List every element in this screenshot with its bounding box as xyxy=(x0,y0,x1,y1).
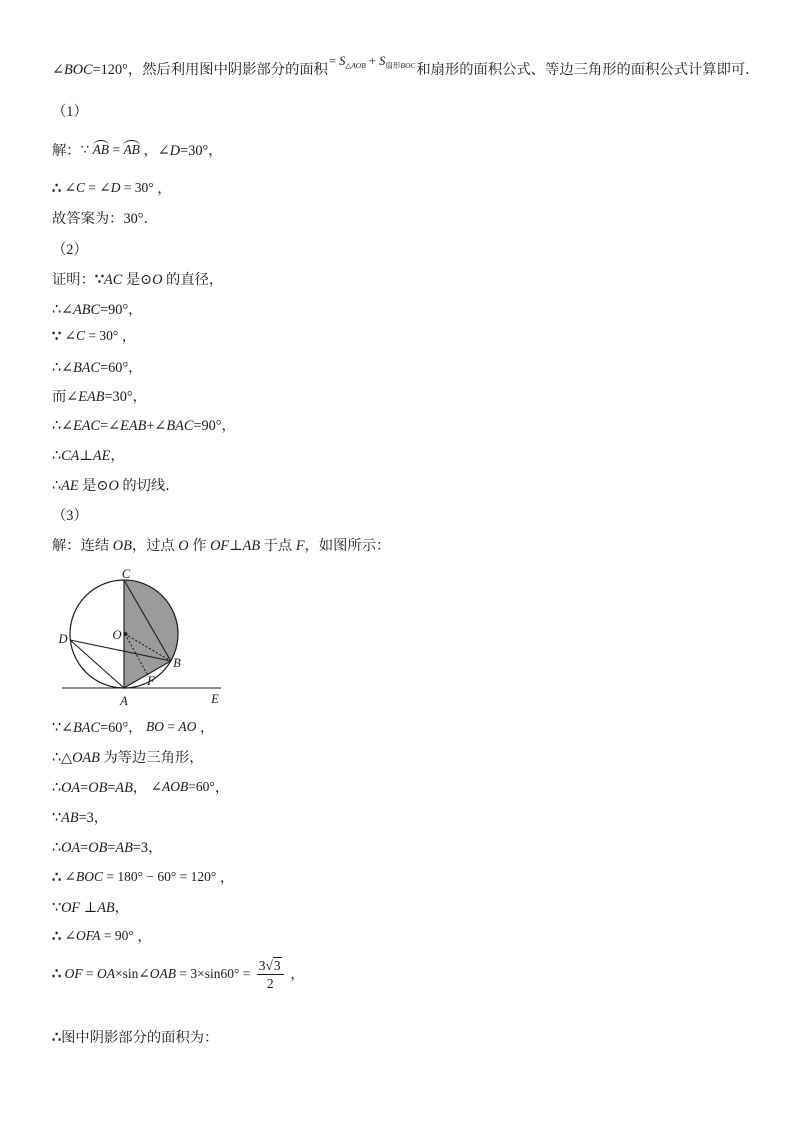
solution-line xyxy=(52,927,152,947)
text-run: 而∠ xyxy=(52,389,79,405)
text-run: =60°， xyxy=(100,360,143,376)
text-run: = 30° xyxy=(85,328,119,343)
math-expression xyxy=(65,869,217,884)
math-variable: EAB xyxy=(120,418,147,434)
solution-line xyxy=(52,270,223,290)
solution-line xyxy=(52,179,172,199)
text-run: ， xyxy=(114,900,129,916)
text-run: ∵ xyxy=(52,810,62,826)
math-variable: S xyxy=(379,54,386,68)
text-run: ∴∠ xyxy=(52,418,74,434)
text-run: ， xyxy=(133,929,152,945)
text-run: ∴ xyxy=(52,780,62,796)
text-run: （3） xyxy=(52,508,88,524)
text-run: 图中阴影部分的面积为： xyxy=(61,1030,219,1046)
radicand: 3 xyxy=(273,958,281,973)
solution-line xyxy=(52,718,214,738)
text-run: ⊥ xyxy=(229,538,243,554)
bold-symbol: ∵ xyxy=(52,329,65,345)
text-run: ∠ xyxy=(64,869,76,884)
math-variable: AE xyxy=(92,448,111,464)
bold-symbol: ∴ xyxy=(52,181,65,197)
math-variable: F xyxy=(295,538,305,554)
text-run: 是⊙ xyxy=(122,272,153,288)
math-variable: D xyxy=(169,143,181,159)
bold-symbol: ∴ xyxy=(52,929,65,945)
math-variable: BAC xyxy=(73,360,101,376)
text-run: ， xyxy=(196,720,215,736)
label-e: E xyxy=(211,692,219,706)
fraction xyxy=(257,957,284,992)
text-run: 解： xyxy=(52,143,81,159)
text-run: =∠ xyxy=(100,418,121,434)
math-variable: OAB xyxy=(72,750,100,766)
text-run: =60° xyxy=(188,779,215,794)
text-run: ， xyxy=(118,329,137,345)
math-variable: OF xyxy=(210,538,230,554)
solution-line xyxy=(52,141,223,161)
text-run: ∴ xyxy=(52,478,62,494)
math-expression xyxy=(81,142,140,157)
math-variable: AOB xyxy=(351,61,366,70)
text-run: ∴∠ xyxy=(52,302,74,318)
math-variable: OF xyxy=(61,900,81,916)
math-variable: OAB xyxy=(149,965,176,981)
text-run: 3 xyxy=(258,958,266,973)
math-variable: AB xyxy=(115,780,133,796)
label-f: F xyxy=(147,674,155,688)
text-run: 和扇形的面积公式、等边三角形的面积公式计算即可． xyxy=(416,62,760,78)
text-run: = xyxy=(164,719,179,734)
text-run: （1） xyxy=(52,104,88,120)
text-run: +∠ xyxy=(146,418,167,434)
text-run: 故答案为：30°． xyxy=(52,211,158,227)
text-run: =3， xyxy=(132,840,163,856)
text-run: ，如图所示： xyxy=(304,538,391,554)
math-variable: AOB xyxy=(162,779,189,794)
solution-line xyxy=(52,240,88,260)
text-run: = xyxy=(328,54,340,68)
text-run: = xyxy=(82,965,98,981)
text-run: = xyxy=(80,780,89,796)
bold-symbol: ∴ xyxy=(52,966,65,983)
text-run: ∵ xyxy=(52,900,62,916)
math-variable: AB xyxy=(115,840,133,856)
solution-line xyxy=(52,54,760,85)
text-run: ∠ xyxy=(52,62,64,78)
math-variable: AO xyxy=(178,719,197,734)
text-run: ∴△ xyxy=(52,750,73,766)
solution-line xyxy=(52,748,204,768)
text-run: ⊥ xyxy=(79,448,93,464)
text-run: =30°， xyxy=(180,143,223,159)
subscript xyxy=(385,61,415,70)
text-run: 是⊙ xyxy=(78,478,109,494)
text-run: 作 xyxy=(188,538,211,554)
solution-line xyxy=(52,838,162,858)
text-run: ， xyxy=(153,181,172,197)
solution-line xyxy=(52,778,229,798)
text-run: ∵∠ xyxy=(52,720,74,736)
solution-line xyxy=(52,536,390,556)
math-expression xyxy=(65,328,119,343)
text-run: =30°， xyxy=(104,389,147,405)
text-run: ∠ xyxy=(64,328,76,343)
math-variable: BO xyxy=(146,719,165,734)
subscript xyxy=(345,61,365,70)
math-variable: ABC xyxy=(73,302,101,318)
text-run: = 30° xyxy=(120,180,154,195)
text-run: √ xyxy=(265,958,273,973)
solution-line xyxy=(52,358,142,378)
bold-symbol: ∴ xyxy=(52,870,65,886)
text-run: ∴ xyxy=(52,840,62,856)
text-run: △ xyxy=(345,61,352,70)
solution-line xyxy=(52,102,88,122)
solution-line xyxy=(52,327,136,347)
text-run: ∠ xyxy=(64,180,76,195)
text-run: = ∠ xyxy=(85,180,111,195)
math-expression-raised xyxy=(329,54,415,68)
text-run: 于点 xyxy=(260,538,296,554)
label-c: C xyxy=(121,567,131,581)
math-variable: BOC xyxy=(63,62,93,78)
text-run: ， xyxy=(286,966,305,983)
math-expression xyxy=(64,958,287,991)
math-variable: OF xyxy=(64,965,83,981)
math-variable: EAB xyxy=(78,389,105,405)
math-variable: AC xyxy=(104,272,123,288)
math-expression xyxy=(146,719,196,734)
solution-line xyxy=(52,300,142,320)
math-variable: C xyxy=(75,180,85,195)
solution-line xyxy=(52,416,236,436)
solution-line xyxy=(52,958,305,993)
arc-notation: AB xyxy=(123,142,140,157)
text-run: =90°， xyxy=(100,302,143,318)
solution-line xyxy=(52,209,158,229)
text-run: =90°， xyxy=(193,418,236,434)
solution-line xyxy=(52,868,234,888)
solution-line xyxy=(52,387,147,407)
text-run: = xyxy=(107,840,116,856)
math-expression xyxy=(65,928,134,943)
math-variable: OB xyxy=(88,780,108,796)
text-run: ∵ xyxy=(80,142,93,157)
text-run: 2 xyxy=(266,976,274,991)
math-variable: OA xyxy=(61,780,81,796)
solution-line xyxy=(52,446,125,466)
label-a: A xyxy=(120,694,128,708)
math-variable: OA xyxy=(61,840,81,856)
text-run: =60°， xyxy=(100,720,147,736)
text-run: 的直径， xyxy=(162,272,224,288)
math-expression xyxy=(151,779,215,794)
math-expression xyxy=(65,180,154,195)
math-variable: AB xyxy=(97,900,115,916)
text-run: ∴∠ xyxy=(52,360,74,376)
text-run: ， xyxy=(214,780,230,796)
text-run: ， xyxy=(216,870,235,886)
text-run: + xyxy=(365,54,380,68)
text-run: ∠ xyxy=(64,928,76,943)
text-run: ， xyxy=(110,448,125,464)
arc-notation: AB xyxy=(92,142,110,157)
geometry-figure xyxy=(50,565,230,710)
text-run: ，过点 xyxy=(131,538,179,554)
math-variable: O xyxy=(152,272,163,288)
math-variable: OFA xyxy=(75,928,101,943)
label-d: D xyxy=(58,632,68,646)
math-variable: AE xyxy=(61,478,79,494)
math-variable: S xyxy=(339,54,346,68)
text-run: = xyxy=(107,780,116,796)
math-variable: EAC xyxy=(73,418,101,434)
bold-symbol: ∴ xyxy=(52,1030,62,1046)
math-variable: OA xyxy=(97,965,116,981)
text-run: = 3×sin60° = xyxy=(175,965,254,981)
text-run: ∴ xyxy=(52,448,62,464)
solution-line xyxy=(52,476,180,496)
solution-line xyxy=(52,808,108,828)
text-run: ，∠ xyxy=(139,143,170,159)
label-b: B xyxy=(173,656,181,670)
text-run: ×sin∠ xyxy=(115,965,150,981)
text-run: ⊥ xyxy=(80,900,98,916)
text-run: =3， xyxy=(78,810,109,826)
math-variable: BAC xyxy=(166,418,194,434)
text-run: ， xyxy=(132,780,151,796)
math-variable: D xyxy=(110,180,121,195)
math-variable: OB xyxy=(88,840,108,856)
text-run: 为等边三角形， xyxy=(99,750,204,766)
text-run: 证明： xyxy=(52,272,95,288)
fraction-numerator xyxy=(257,957,284,975)
text-run: （2） xyxy=(52,242,88,258)
text-run: ∠ xyxy=(150,779,163,794)
text-run: 的切线． xyxy=(118,478,180,494)
math-variable: AB xyxy=(242,538,261,554)
text-run: = 180° − 60° = 120° xyxy=(102,869,217,884)
math-variable: C xyxy=(75,328,85,343)
text-run: =120°，然后利用图中阴影部分的面积 xyxy=(92,62,328,78)
text-run: = 90° xyxy=(100,928,134,943)
math-variable: BOC xyxy=(75,869,103,884)
math-variable: O xyxy=(108,478,119,494)
math-variable: BOC xyxy=(400,61,416,70)
text-run: 解：连结 xyxy=(52,538,113,554)
math-variable: OB xyxy=(112,538,132,554)
solution-line xyxy=(52,1028,218,1048)
text-run: 扇形 xyxy=(385,61,401,70)
math-variable: BAC xyxy=(73,720,101,736)
math-variable: O xyxy=(178,538,189,554)
text-run: = xyxy=(80,840,89,856)
math-variable: CA xyxy=(61,448,80,464)
fraction-denominator xyxy=(257,975,284,992)
solution-line xyxy=(52,898,129,918)
math-variable: AB xyxy=(61,810,79,826)
solution-line xyxy=(52,506,88,526)
text-run: = xyxy=(109,142,124,157)
label-o: O xyxy=(112,628,122,642)
bold-symbol: ∵ xyxy=(94,272,104,288)
center-point-o xyxy=(124,632,128,636)
